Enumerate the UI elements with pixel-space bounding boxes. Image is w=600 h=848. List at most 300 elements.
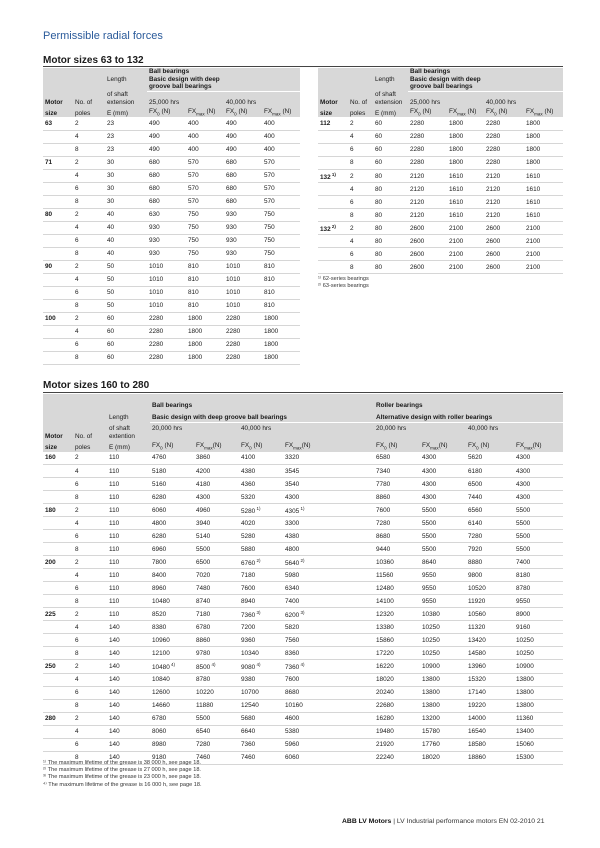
table-row <box>318 209 563 222</box>
ball-fxmax-20000-cell: 8780 <box>194 673 239 686</box>
length-cell: 110 <box>107 491 150 504</box>
hdr-fxmax: $FX_{max}$ (N) <box>524 106 563 117</box>
poles-cell: 6 <box>73 530 107 543</box>
fxmax-40000-cell: 570 <box>262 169 300 182</box>
fx0-40000-cell: 2280 <box>224 312 262 325</box>
ball-fxmax-20000-cell: 8740 <box>194 595 239 608</box>
table-row <box>43 169 300 182</box>
length-cell: 110 <box>107 569 150 582</box>
roller-fxmax-20000-cell: 18020 <box>420 751 466 764</box>
hdr-extension: extension <box>373 99 408 107</box>
ball-fx0-40000-cell: 7200 <box>239 621 283 634</box>
fxmax-40000-cell: 1610 <box>524 169 563 182</box>
poles-cell: 2 <box>73 208 105 221</box>
fxmax-25000-cell: 1800 <box>447 130 484 143</box>
fxmax-25000-cell: 1800 <box>447 143 484 156</box>
ball-fxmax-20000-cell: 7280 <box>194 738 239 751</box>
hdr-25000: 25,000 hrs <box>147 99 224 107</box>
length-cell: 23 <box>105 143 147 156</box>
fxmax-40000-cell: 570 <box>262 182 300 195</box>
hdr-size: size <box>43 441 73 452</box>
ball-fx0-20000-cell: 12100 <box>150 647 194 660</box>
length-cell: 23 <box>105 117 147 130</box>
note-1: ¹⁾ The maximum lifetime of the grease is 38 000 h, see page 18. <box>43 760 201 766</box>
poles-cell: 6 <box>73 338 105 351</box>
fx0-40000-cell: 1010 <box>224 286 262 299</box>
motor-size-cell <box>318 235 348 248</box>
ball-fx0-20000-cell: 4800 <box>150 517 194 530</box>
roller-fxmax-40000-cell: 10250 <box>514 647 563 660</box>
motor-size-cell <box>43 491 73 504</box>
poles-cell: 4 <box>73 517 107 530</box>
roller-fx0-20000-cell: 7280 <box>374 517 420 530</box>
table-row <box>318 196 563 209</box>
motor-size-cell <box>43 195 73 208</box>
motor-size-cell <box>318 196 348 209</box>
roller-fxmax-40000-cell: 8780 <box>514 582 563 595</box>
roller-fx0-40000-cell: 10520 <box>466 582 514 595</box>
poles-cell: 6 <box>73 738 107 751</box>
roller-fx0-40000-cell: 6500 <box>466 478 514 491</box>
ball-fx0-40000-cell: 12540 <box>239 699 283 712</box>
roller-fxmax-40000-cell: 4300 <box>514 478 563 491</box>
fxmax-25000-cell: 570 <box>186 156 224 169</box>
poles-cell: 8 <box>73 247 105 260</box>
length-cell: 140 <box>107 660 150 673</box>
roller-fx0-20000-cell: 17220 <box>374 647 420 660</box>
roller-fxmax-40000-cell: 5500 <box>514 504 563 517</box>
hdr-extension: extension <box>105 99 147 107</box>
fxmax-25000-cell: 2100 <box>447 261 484 274</box>
ball-fx0-40000-cell: 5280 $^{1)}$ <box>239 504 283 517</box>
table-row <box>43 595 563 608</box>
fx0-40000-cell: 930 <box>224 247 262 260</box>
ball-fxmax-40000-cell: 6060 <box>283 751 374 764</box>
ball-fxmax-40000-cell: 10160 <box>283 699 374 712</box>
fxmax-40000-cell: 750 <box>262 247 300 260</box>
roller-fx0-40000-cell: 11920 <box>466 595 514 608</box>
fx0-25000-cell: 930 <box>147 234 186 247</box>
motor-size-cell: 71 <box>43 156 73 169</box>
roller-fx0-40000-cell: 14000 <box>466 712 514 725</box>
fxmax-40000-cell: 1610 <box>524 209 563 222</box>
hdr-length: Length <box>107 410 150 422</box>
hdr-fx0: $FX_0$ (N) <box>150 441 194 452</box>
fx0-40000-cell: 2280 <box>484 156 524 169</box>
motor-size-cell <box>43 530 73 543</box>
length-cell: 30 <box>105 195 147 208</box>
poles-cell: 6 <box>73 182 105 195</box>
roller-fxmax-40000-cell: 13400 <box>514 725 563 738</box>
hdr-ball-bearings: Ball bearings <box>408 68 563 76</box>
hdr-length: Length <box>373 76 408 84</box>
ball-fxmax-20000-cell: 6780 <box>194 621 239 634</box>
motor-size-cell <box>43 673 73 686</box>
fx0-40000-cell: 680 <box>224 156 262 169</box>
table-small-right <box>318 68 563 274</box>
roller-fxmax-20000-cell: 5500 <box>420 517 466 530</box>
motor-size-cell <box>318 261 348 274</box>
motor-size-cell <box>43 325 73 338</box>
motor-size-cell: 100 <box>43 312 73 325</box>
motor-size-cell <box>43 699 73 712</box>
ball-fx0-20000-cell: 8380 <box>150 621 194 634</box>
motor-size-cell <box>43 725 73 738</box>
poles-cell: 4 <box>348 235 373 248</box>
hdr-25000: 25,000 hrs <box>408 99 484 107</box>
roller-fx0-20000-cell: 7600 <box>374 504 420 517</box>
fxmax-40000-cell: 570 <box>262 156 300 169</box>
fxmax-40000-cell: 1800 <box>524 143 563 156</box>
ball-fx0-40000-cell: 4360 <box>239 478 283 491</box>
fx0-25000-cell: 930 <box>147 221 186 234</box>
hdr-extension: extention <box>107 433 150 441</box>
hdr-length: Length <box>105 76 147 84</box>
hdr-40000: 40,000 hrs <box>239 422 374 433</box>
length-cell: 110 <box>107 543 150 556</box>
ball-fxmax-40000-cell: 3540 <box>283 478 374 491</box>
table-row <box>318 117 563 130</box>
poles-cell: 6 <box>348 196 373 209</box>
section2-notes <box>43 760 202 789</box>
page-title: Permissible radial forces <box>43 30 163 42</box>
table-row <box>318 183 563 196</box>
hdr-groove: groove ball bearings <box>147 83 300 91</box>
table-row <box>43 647 563 660</box>
motor-size-cell <box>318 248 348 261</box>
poles-cell: 2 <box>348 222 373 235</box>
motor-size-cell <box>43 517 73 530</box>
ball-fx0-20000-cell: 7800 <box>150 556 194 569</box>
fxmax-25000-cell: 2100 <box>447 248 484 261</box>
motor-size-cell: 132 $^{2)}$ <box>318 222 348 235</box>
note-2: ²⁾ 63-series bearings <box>318 283 369 290</box>
fx0-25000-cell: 2280 <box>408 143 447 156</box>
fxmax-40000-cell: 750 <box>262 221 300 234</box>
fxmax-25000-cell: 1800 <box>186 312 224 325</box>
ball-fx0-40000-cell: 4100 <box>239 452 283 465</box>
poles-cell: 8 <box>348 156 373 169</box>
roller-fxmax-40000-cell: 7400 <box>514 556 563 569</box>
hdr-e-mm: E (mm) <box>105 106 147 117</box>
table-row <box>318 130 563 143</box>
roller-fx0-20000-cell: 13380 <box>374 621 420 634</box>
roller-fxmax-40000-cell: 5500 <box>514 517 563 530</box>
roller-fxmax-20000-cell: 10900 <box>420 660 466 673</box>
roller-fxmax-20000-cell: 10250 <box>420 634 466 647</box>
footer-text: | LV Industrial performance motors EN 02-2010 21 <box>391 818 545 825</box>
ball-fxmax-20000-cell: 10220 <box>194 686 239 699</box>
roller-fxmax-40000-cell: 5500 <box>514 543 563 556</box>
motor-size-cell <box>43 569 73 582</box>
roller-fxmax-40000-cell: 8180 <box>514 569 563 582</box>
motor-size-cell <box>43 182 73 195</box>
fxmax-40000-cell: 750 <box>262 234 300 247</box>
fxmax-25000-cell: 570 <box>186 195 224 208</box>
length-cell: 60 <box>105 325 147 338</box>
fx0-25000-cell: 2280 <box>408 117 447 130</box>
fxmax-25000-cell: 1800 <box>186 338 224 351</box>
fxmax-25000-cell: 810 <box>186 260 224 273</box>
roller-fx0-20000-cell: 16280 <box>374 712 420 725</box>
roller-fxmax-20000-cell: 10250 <box>420 621 466 634</box>
motor-size-cell: 80 <box>43 208 73 221</box>
ball-fxmax-20000-cell: 3860 <box>194 452 239 465</box>
roller-fx0-40000-cell: 7440 <box>466 491 514 504</box>
table-row <box>43 234 300 247</box>
ball-fxmax-40000-cell: 6340 <box>283 582 374 595</box>
table-row <box>43 156 300 169</box>
roller-fx0-20000-cell: 14100 <box>374 595 420 608</box>
motor-size-cell: 225 <box>43 608 73 621</box>
fxmax-25000-cell: 1610 <box>447 196 484 209</box>
hdr-fx0: $FX_0$ (N) <box>239 441 283 452</box>
table-row <box>318 261 563 274</box>
roller-fx0-20000-cell: 12320 <box>374 608 420 621</box>
poles-cell: 4 <box>73 725 107 738</box>
fx0-25000-cell: 2120 <box>408 196 447 209</box>
table-row <box>43 725 563 738</box>
length-cell: 30 <box>105 156 147 169</box>
table-row <box>43 465 563 478</box>
roller-fx0-40000-cell: 18580 <box>466 738 514 751</box>
fx0-40000-cell: 1010 <box>224 260 262 273</box>
table-row <box>318 156 563 169</box>
hdr-poles: poles <box>348 106 373 117</box>
note-2: ²⁾ The maximum lifetime of the grease is 27 000 h, see page 18. <box>43 767 201 774</box>
ball-fxmax-40000-cell: 5980 <box>283 569 374 582</box>
length-cell: 140 <box>107 686 150 699</box>
length-cell: 50 <box>105 286 147 299</box>
motor-size-cell <box>43 621 73 634</box>
roller-fxmax-40000-cell: 10250 <box>514 634 563 647</box>
hdr-poles: poles <box>73 441 107 452</box>
roller-fx0-20000-cell: 21920 <box>374 738 420 751</box>
roller-fxmax-20000-cell: 10380 <box>420 608 466 621</box>
motor-size-cell <box>43 169 73 182</box>
poles-cell: 2 <box>348 169 373 182</box>
roller-fx0-20000-cell: 16220 <box>374 660 420 673</box>
length-cell: 60 <box>105 351 147 364</box>
ball-fx0-20000-cell: 5160 <box>150 478 194 491</box>
fx0-40000-cell: 2120 <box>484 169 524 182</box>
ball-fxmax-40000-cell: 7560 <box>283 634 374 647</box>
ball-fx0-40000-cell: 9360 <box>239 634 283 647</box>
roller-fx0-20000-cell: 20240 <box>374 686 420 699</box>
fx0-25000-cell: 2600 <box>408 261 447 274</box>
roller-fx0-20000-cell: 9440 <box>374 543 420 556</box>
ball-fx0-40000-cell: 9080 $^{4)}$ <box>239 660 283 673</box>
poles-cell: 6 <box>73 634 107 647</box>
roller-fxmax-20000-cell: 4300 <box>420 491 466 504</box>
fxmax-25000-cell: 1800 <box>186 351 224 364</box>
motor-size-cell <box>43 738 73 751</box>
fx0-40000-cell: 490 <box>224 117 262 130</box>
table-row <box>43 608 563 621</box>
motor-size-cell: 132 $^{1)}$ <box>318 169 348 182</box>
ball-fx0-40000-cell: 7180 <box>239 569 283 582</box>
fx0-40000-cell: 490 <box>224 143 262 156</box>
fx0-25000-cell: 930 <box>147 247 186 260</box>
roller-fxmax-20000-cell: 13200 <box>420 712 466 725</box>
roller-fxmax-20000-cell: 4300 <box>420 452 466 465</box>
poles-cell: 4 <box>73 325 105 338</box>
note-1: ¹⁾ 62-series bearings <box>318 276 369 282</box>
fx0-40000-cell: 2280 <box>484 143 524 156</box>
poles-cell: 6 <box>73 478 107 491</box>
table-row <box>43 478 563 491</box>
fxmax-25000-cell: 400 <box>186 143 224 156</box>
fxmax-40000-cell: 570 <box>262 195 300 208</box>
motor-size-cell <box>43 595 73 608</box>
hdr-poles: poles <box>73 106 105 117</box>
poles-cell: 4 <box>73 130 105 143</box>
table-row <box>43 582 563 595</box>
length-cell: 80 <box>373 169 408 182</box>
hdr-fx0: $FX_0$ (N) <box>374 441 420 452</box>
poles-cell: 8 <box>73 595 107 608</box>
roller-fx0-40000-cell: 6560 <box>466 504 514 517</box>
fx0-40000-cell: 2120 <box>484 196 524 209</box>
fx0-25000-cell: 2600 <box>408 235 447 248</box>
fxmax-40000-cell: 1800 <box>262 312 300 325</box>
motor-size-cell <box>43 478 73 491</box>
fxmax-40000-cell: 810 <box>262 286 300 299</box>
roller-fxmax-40000-cell: 13800 <box>514 673 563 686</box>
ball-fxmax-20000-cell: 4180 <box>194 478 239 491</box>
length-cell: 50 <box>105 260 147 273</box>
ball-fx0-40000-cell: 6640 <box>239 725 283 738</box>
poles-cell: 4 <box>348 183 373 196</box>
fxmax-25000-cell: 810 <box>186 299 224 312</box>
roller-fxmax-40000-cell: 15300 <box>514 751 563 764</box>
ball-fxmax-40000-cell: 3545 <box>283 465 374 478</box>
fxmax-40000-cell: 400 <box>262 130 300 143</box>
poles-cell: 2 <box>73 117 105 130</box>
poles-cell: 8 <box>73 751 107 764</box>
motor-size-cell: 112 <box>318 117 348 130</box>
hdr-of-shaft: of shaft <box>373 91 408 99</box>
length-cell: 140 <box>107 712 150 725</box>
table-row <box>43 634 563 647</box>
motor-size-cell: 63 <box>43 117 73 130</box>
poles-cell: 6 <box>73 234 105 247</box>
length-cell: 60 <box>373 117 408 130</box>
fx0-25000-cell: 1010 <box>147 260 186 273</box>
fx0-40000-cell: 2280 <box>484 130 524 143</box>
ball-fx0-20000-cell: 6060 <box>150 504 194 517</box>
table-row <box>318 169 563 182</box>
length-cell: 110 <box>107 478 150 491</box>
ball-fx0-40000-cell: 9380 <box>239 673 283 686</box>
roller-fx0-40000-cell: 16540 <box>466 725 514 738</box>
ball-fx0-40000-cell: 5680 <box>239 712 283 725</box>
ball-fx0-20000-cell: 6780 <box>150 712 194 725</box>
fx0-25000-cell: 1010 <box>147 299 186 312</box>
length-cell: 30 <box>105 169 147 182</box>
fx0-25000-cell: 490 <box>147 117 186 130</box>
hdr-motor: Motor <box>318 99 348 107</box>
roller-fxmax-40000-cell: 8900 <box>514 608 563 621</box>
fx0-25000-cell: 2600 <box>408 222 447 235</box>
length-cell: 140 <box>107 738 150 751</box>
roller-fxmax-40000-cell: 9550 <box>514 595 563 608</box>
fx0-40000-cell: 2280 <box>484 117 524 130</box>
ball-fxmax-40000-cell: 5640 $^{2)}$ <box>283 556 374 569</box>
motor-size-cell <box>43 338 73 351</box>
table-row <box>43 621 563 634</box>
table-row <box>318 143 563 156</box>
poles-cell: 2 <box>73 504 107 517</box>
hdr-no-of: No. of <box>73 99 105 107</box>
roller-fxmax-20000-cell: 13800 <box>420 686 466 699</box>
fx0-40000-cell: 2600 <box>484 235 524 248</box>
poles-cell: 8 <box>73 351 105 364</box>
ball-fxmax-20000-cell: 8500 $^{4)}$ <box>194 660 239 673</box>
table-row <box>43 738 563 751</box>
motor-size-cell: 250 <box>43 660 73 673</box>
ball-fxmax-40000-cell: 4800 <box>283 543 374 556</box>
roller-fx0-20000-cell: 12480 <box>374 582 420 595</box>
hdr-ball-bearings: Ball bearings <box>150 394 374 410</box>
roller-fx0-40000-cell: 13960 <box>466 660 514 673</box>
ball-fxmax-40000-cell: 7360 $^{4)}$ <box>283 660 374 673</box>
hdr-fxmax: $FX_{max}(N)$ <box>194 441 239 452</box>
fxmax-25000-cell: 2100 <box>447 222 484 235</box>
roller-fx0-20000-cell: 7780 <box>374 478 420 491</box>
ball-fx0-20000-cell: 12600 <box>150 686 194 699</box>
hdr-size: size <box>43 106 73 117</box>
ball-fx0-20000-cell: 8980 <box>150 738 194 751</box>
ball-fxmax-20000-cell: 6540 <box>194 725 239 738</box>
ball-fx0-40000-cell: 4020 <box>239 517 283 530</box>
fx0-40000-cell: 2120 <box>484 209 524 222</box>
length-cell: 60 <box>105 312 147 325</box>
roller-fxmax-40000-cell: 13800 <box>514 699 563 712</box>
table-row <box>43 569 563 582</box>
poles-cell: 8 <box>348 261 373 274</box>
hdr-fxmax: $FX_{max}$ (N) <box>262 106 300 117</box>
fxmax-40000-cell: 1800 <box>524 130 563 143</box>
length-cell: 80 <box>373 183 408 196</box>
length-cell: 80 <box>373 248 408 261</box>
ball-fxmax-20000-cell: 5500 <box>194 543 239 556</box>
fxmax-25000-cell: 400 <box>186 130 224 143</box>
length-cell: 80 <box>373 222 408 235</box>
length-cell: 110 <box>107 530 150 543</box>
roller-fx0-40000-cell: 6180 <box>466 465 514 478</box>
ball-fxmax-20000-cell: 11880 <box>194 699 239 712</box>
motor-size-cell: 180 <box>43 504 73 517</box>
roller-fxmax-40000-cell: 4300 <box>514 491 563 504</box>
ball-fx0-40000-cell: 8940 <box>239 595 283 608</box>
length-cell: 60 <box>373 143 408 156</box>
fxmax-40000-cell: 1610 <box>524 183 563 196</box>
fxmax-25000-cell: 750 <box>186 208 224 221</box>
roller-fx0-20000-cell: 22680 <box>374 699 420 712</box>
ball-fxmax-40000-cell: 4305 $^{1)}$ <box>283 504 374 517</box>
roller-fxmax-40000-cell: 5500 <box>514 530 563 543</box>
fxmax-40000-cell: 2100 <box>524 235 563 248</box>
roller-fx0-40000-cell: 13420 <box>466 634 514 647</box>
roller-fxmax-20000-cell: 15780 <box>420 725 466 738</box>
length-cell: 30 <box>105 182 147 195</box>
roller-fxmax-20000-cell: 5500 <box>420 543 466 556</box>
table-row <box>43 117 300 130</box>
section2-rule <box>43 392 563 393</box>
length-cell: 80 <box>373 209 408 222</box>
fxmax-25000-cell: 750 <box>186 221 224 234</box>
